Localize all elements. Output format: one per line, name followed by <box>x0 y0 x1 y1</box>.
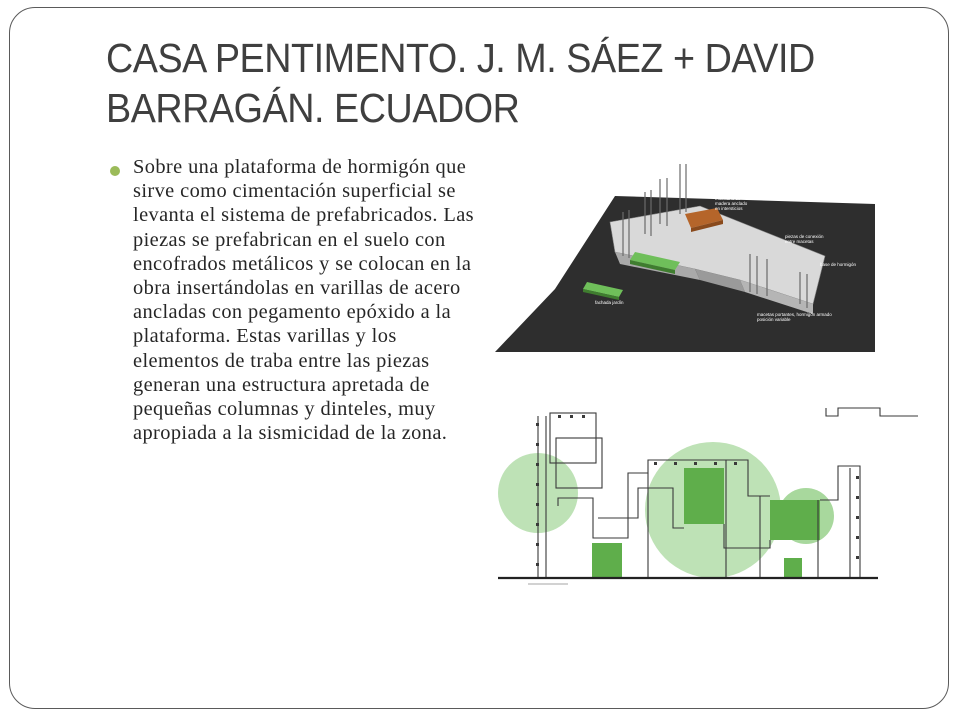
green-room-4 <box>784 558 802 578</box>
label-macetas: macetas portantes, hormigón armado posición variable <box>757 312 832 322</box>
green-room-1 <box>592 543 622 577</box>
label-piezas: piezas de conexión entre macetas <box>785 234 824 244</box>
bullet-icon <box>110 166 120 176</box>
prefab-axonometric-figure <box>495 164 875 352</box>
section-drawing-figure <box>498 398 946 604</box>
green-room-3 <box>770 500 820 540</box>
label-mobiliario: mobiliario de madera anclado en intersticios <box>715 196 748 211</box>
slide-title: CASA PENTIMENTO. J. M. SÁEZ + DAVID BARRAGÁN. ECUADOR <box>106 35 815 131</box>
label-fachada: fachada jardín <box>595 300 624 305</box>
bullet-text: Sobre una plataforma de hormigón que sirve como cimentación superficial se levanta el sistema de prefabricados. Las piezas se prefabrican en el suelo con encofrados metálicos y se colocan en la obra insertándolas en varillas de acero ancladas con pegamento epóxido a la plataforma. Estas varillas y los elementos de traba entre las piezas generan una estructura apretada de pequeñas columnas y dinteles, muy apropiada a la sismicidad de la zona. <box>133 156 474 445</box>
label-base: base de hormigón <box>820 262 857 267</box>
green-room-2 <box>684 468 724 524</box>
